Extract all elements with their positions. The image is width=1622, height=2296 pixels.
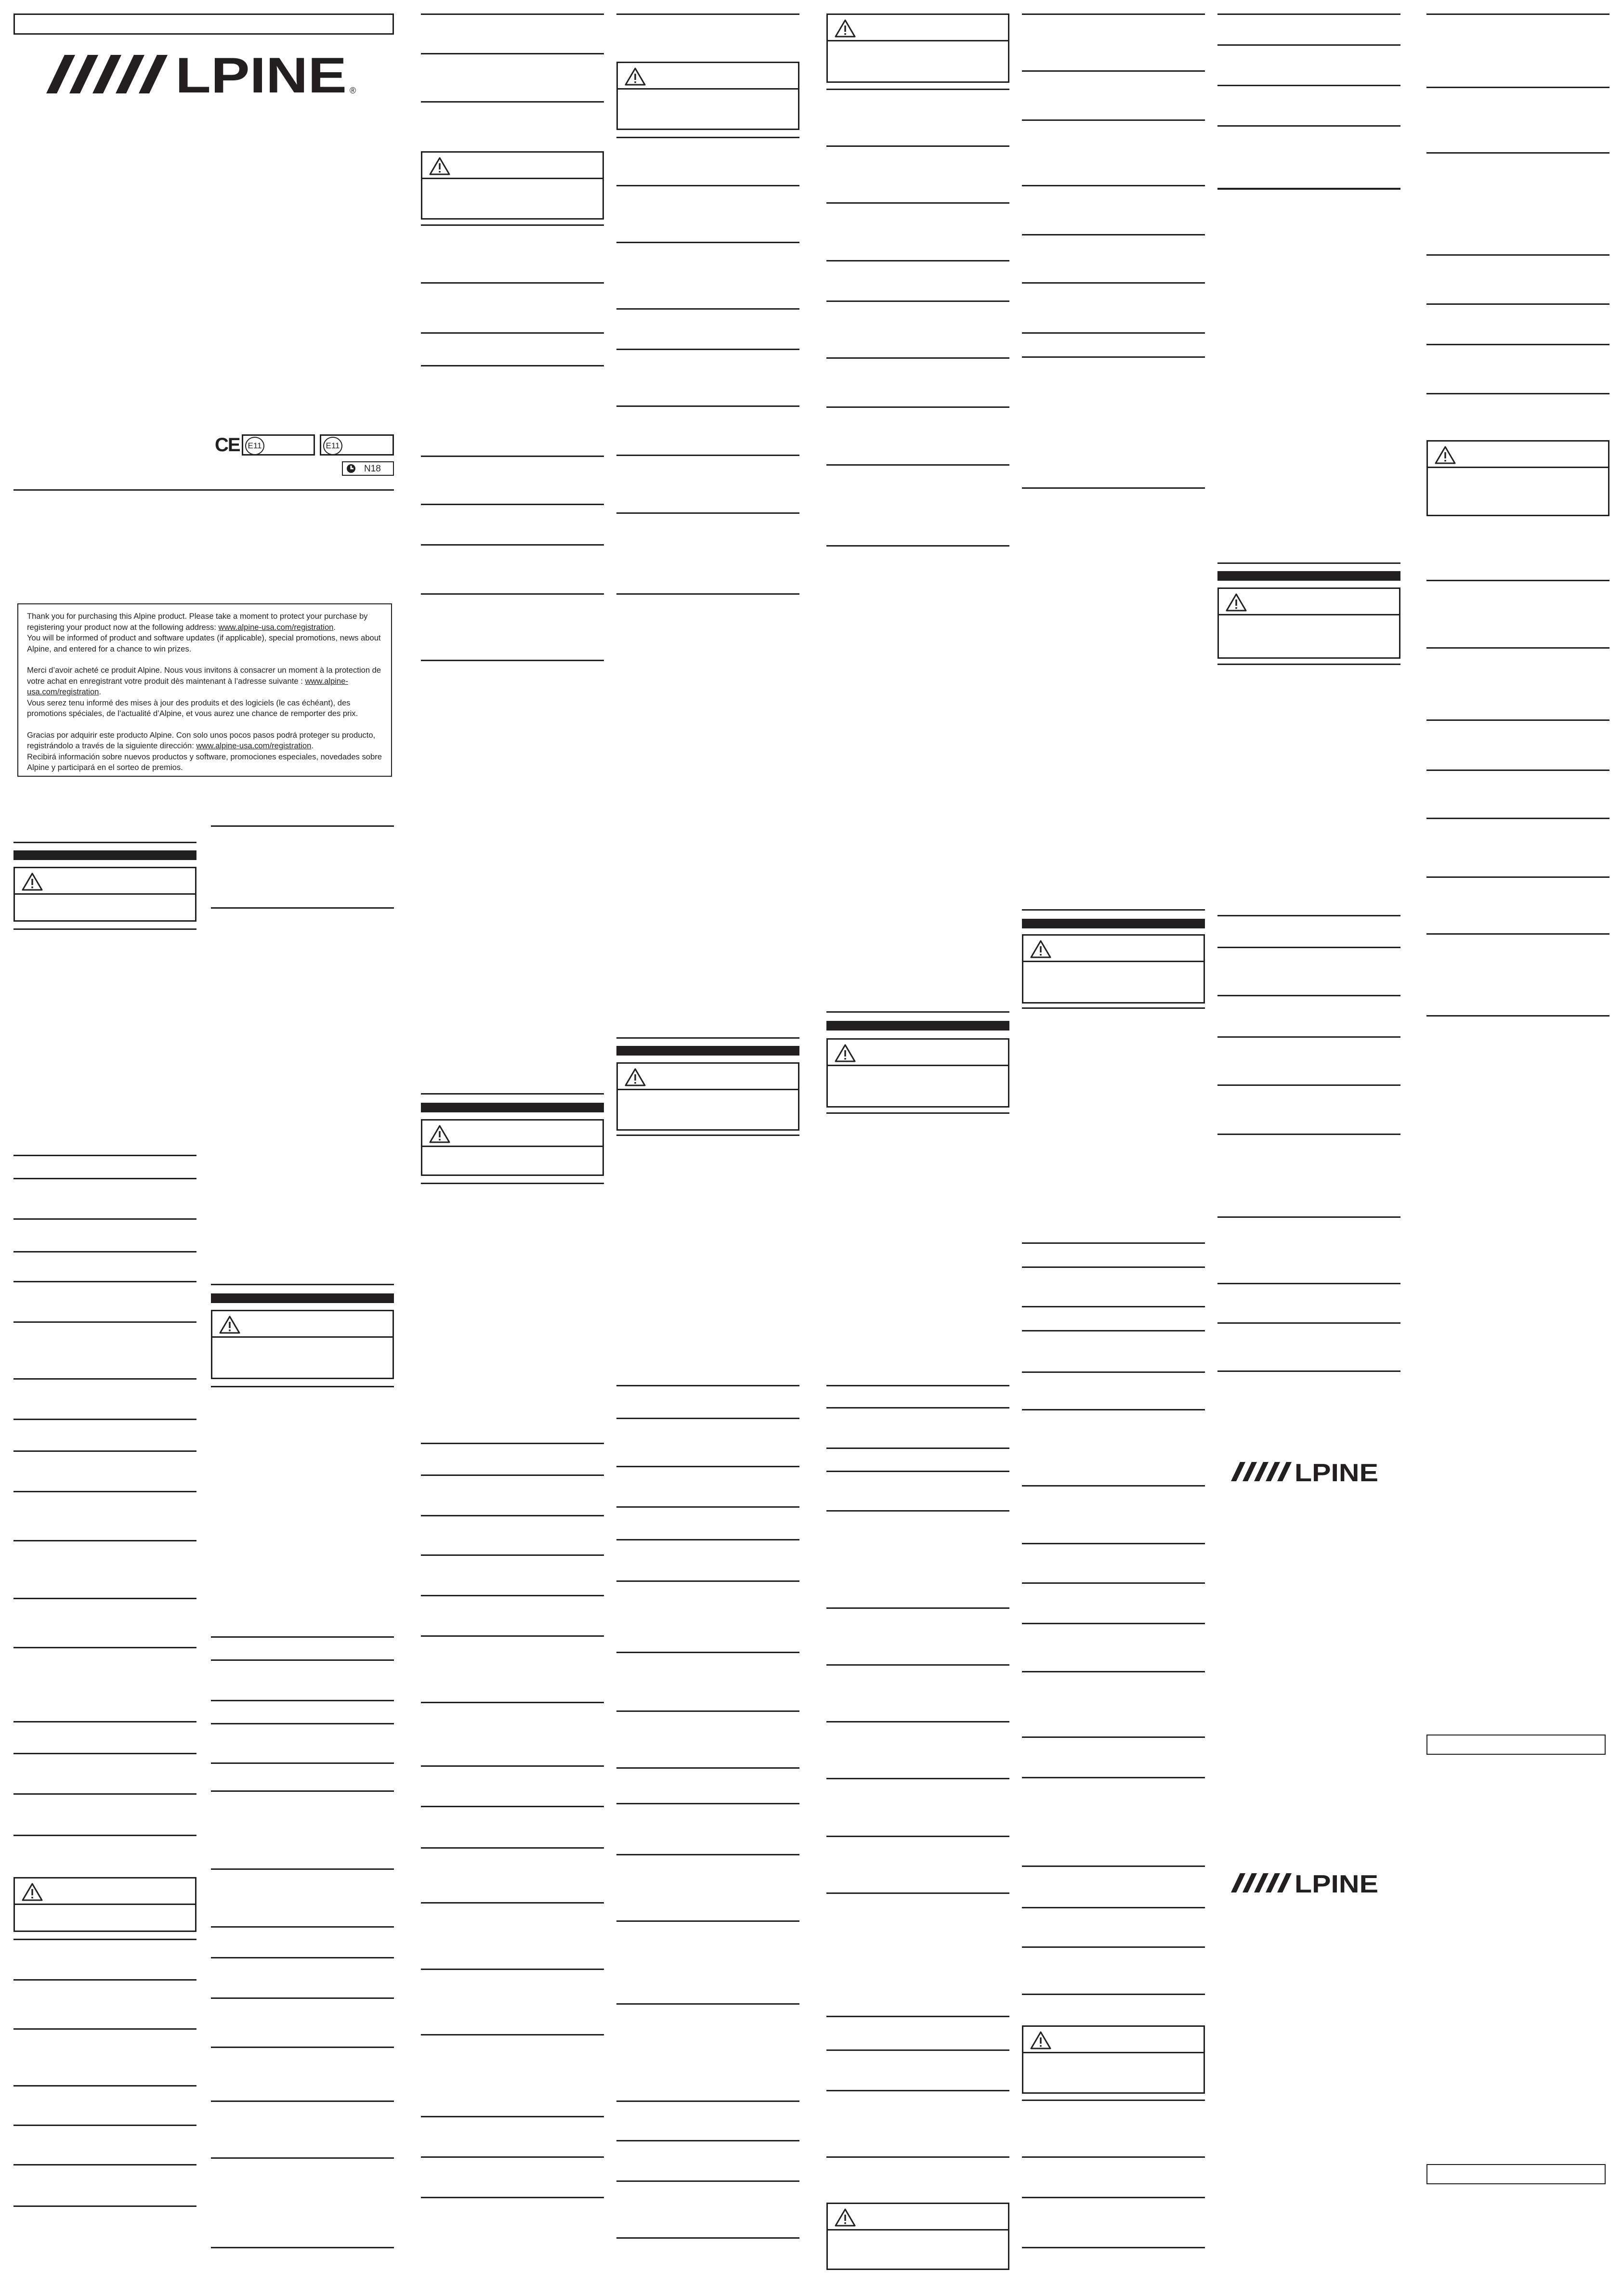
e-mark-1-icon: E11 — [245, 437, 264, 455]
divider — [1217, 1084, 1400, 1086]
column-3 — [616, 0, 799, 2296]
divider — [616, 1652, 799, 1653]
divider — [826, 357, 1009, 359]
divider — [1217, 1134, 1400, 1135]
divider — [826, 1011, 1009, 1013]
divider — [13, 2125, 196, 2126]
divider — [421, 2116, 604, 2117]
divider — [616, 2237, 799, 2239]
divider — [1022, 1994, 1205, 1995]
divider — [211, 1386, 394, 1387]
rcm-code: N18 — [364, 464, 381, 474]
divider — [616, 1854, 799, 1855]
section-header-bar — [13, 850, 196, 860]
section-header-bar — [616, 1046, 799, 1056]
divider — [13, 1647, 196, 1648]
warning-box — [1217, 587, 1400, 659]
divider — [1217, 125, 1400, 127]
divider — [616, 349, 799, 350]
divider — [826, 1721, 1009, 1722]
column-6 — [1217, 0, 1400, 2296]
divider — [211, 1659, 394, 1661]
section-header-bar — [1217, 571, 1400, 581]
divider — [616, 593, 799, 595]
column-5 — [1022, 0, 1205, 2296]
divider — [1217, 13, 1400, 15]
notice-french-text-2: Vous serez tenu informé des mises à jour des produits et des logiciels (le cas échéant), des promotions spéciales, de l’actualité d’Alpine, et vous aurez une chance de remporter des prix. — [27, 698, 358, 718]
column-4 — [826, 0, 1009, 2296]
divider — [1022, 1306, 1205, 1307]
divider — [826, 300, 1009, 302]
divider — [826, 89, 1009, 90]
divider — [1217, 188, 1400, 190]
part-number-box-2 — [1426, 2164, 1606, 2184]
column-2 — [421, 0, 604, 2296]
divider — [13, 2028, 196, 2030]
warning-triangle-icon — [429, 157, 450, 176]
divider — [1022, 13, 1205, 15]
warning-box — [1022, 934, 1205, 1004]
divider — [616, 2003, 799, 2005]
divider — [826, 1892, 1009, 1894]
divider — [13, 1378, 196, 1380]
divider — [211, 1790, 394, 1792]
divider — [1022, 1371, 1205, 1373]
divider — [1022, 1866, 1205, 1867]
divider — [616, 2100, 799, 2102]
divider — [1022, 1946, 1205, 1948]
divider — [1426, 647, 1609, 649]
divider — [421, 1702, 604, 1703]
registration-link-spanish[interactable]: www.alpine-usa.com/registration — [196, 741, 312, 750]
divider — [616, 2180, 799, 2182]
warning-triangle-icon — [1030, 939, 1051, 959]
notice-spanish-text-2: Recibirá información sobre nuevos productos y software, promociones especiales, novedades sobre Alpine y participará en el sorteo de premios. — [27, 752, 382, 772]
warning-box — [13, 867, 196, 922]
divider — [13, 1753, 196, 1754]
divider — [826, 145, 1009, 147]
warning-box — [1426, 440, 1609, 516]
divider — [421, 332, 604, 334]
divider — [1426, 152, 1609, 154]
divider — [211, 1957, 394, 1958]
divider — [1426, 393, 1609, 394]
divider — [1022, 2156, 1205, 2158]
divider — [13, 1155, 196, 1156]
divider — [211, 2247, 394, 2248]
warning-triangle-icon — [1030, 2031, 1051, 2050]
divider — [13, 1281, 196, 1282]
divider — [1022, 1623, 1205, 1624]
divider — [211, 1762, 394, 1764]
divider — [421, 593, 604, 595]
divider — [826, 1607, 1009, 1609]
ce-mark: CE — [215, 434, 240, 456]
divider — [211, 2100, 394, 2102]
divider — [13, 1598, 196, 1599]
divider — [211, 1636, 394, 1638]
divider — [616, 242, 799, 243]
part-number-box — [1426, 1735, 1606, 1755]
divider — [13, 2085, 196, 2087]
divider — [1022, 119, 1205, 121]
divider — [616, 512, 799, 514]
divider — [616, 455, 799, 456]
divider — [421, 1806, 604, 1807]
column-1b — [211, 0, 394, 2296]
divider — [421, 1969, 604, 1970]
divider — [1217, 1283, 1400, 1284]
divider — [616, 137, 799, 138]
divider — [13, 1793, 196, 1795]
divider — [1426, 818, 1609, 819]
warning-triangle-icon — [22, 872, 43, 891]
divider — [1217, 915, 1400, 916]
divider — [211, 1723, 394, 1724]
divider — [826, 1778, 1009, 1779]
divider — [616, 1580, 799, 1582]
divider — [1426, 933, 1609, 935]
divider — [211, 1284, 394, 1285]
divider — [13, 1540, 196, 1541]
section-header-bar — [1022, 919, 1205, 928]
divider — [1022, 909, 1205, 911]
divider — [1022, 1007, 1205, 1009]
divider — [13, 2164, 196, 2166]
registered-mark: ® — [350, 86, 356, 95]
divider — [421, 660, 604, 661]
divider — [1022, 1266, 1205, 1268]
divider — [421, 504, 604, 505]
divider — [1426, 1015, 1609, 1017]
divider — [1022, 332, 1205, 334]
divider — [13, 928, 196, 930]
divider — [826, 406, 1009, 408]
divider — [421, 2156, 604, 2158]
section-header-bar — [211, 1293, 394, 1303]
divider — [826, 2049, 1009, 2051]
divider — [1022, 234, 1205, 235]
divider — [421, 1902, 604, 1904]
warning-triangle-icon — [625, 1068, 646, 1087]
divider — [616, 1135, 799, 1136]
divider — [826, 1385, 1009, 1386]
divider — [1022, 1330, 1205, 1331]
warning-box — [826, 2203, 1009, 2270]
warning-triangle-icon — [835, 19, 856, 38]
divider — [1022, 356, 1205, 358]
divider — [1022, 1582, 1205, 1584]
divider — [616, 185, 799, 186]
divider — [1426, 254, 1609, 256]
divider — [1426, 770, 1609, 771]
divider — [616, 1539, 799, 1540]
divider — [826, 2016, 1009, 2017]
divider — [1217, 1036, 1400, 1038]
warning-triangle-icon — [835, 1044, 856, 1063]
divider — [826, 2156, 1009, 2158]
divider — [1022, 1242, 1205, 1244]
divider — [1022, 1907, 1205, 1908]
divider — [13, 1251, 196, 1252]
divider — [421, 1847, 604, 1849]
divider — [1022, 2100, 1205, 2101]
divider — [421, 1443, 604, 1444]
divider — [421, 13, 604, 15]
divider — [826, 1836, 1009, 1837]
divider — [826, 1510, 1009, 1512]
warning-box — [13, 1877, 196, 1932]
notice-french-text: Merci d’avoir acheté ce produit Alpine. Nous vous invitons à consacrer un moment à la protection de votre achat en enregistrant votre produit dès maintenant à l’adresse suivante : — [27, 665, 381, 686]
alpine-logo-graphic — [1231, 1459, 1380, 1487]
divider — [616, 1037, 799, 1039]
warning-triangle-icon — [625, 67, 646, 86]
divider — [826, 260, 1009, 261]
divider — [421, 544, 604, 546]
divider — [421, 224, 604, 226]
warning-triangle-icon — [1435, 445, 1456, 465]
registration-link-french[interactable]: www.alpine-usa.com/registration — [27, 676, 348, 696]
divider — [616, 1385, 799, 1386]
warning-box — [826, 13, 1009, 83]
divider — [13, 1450, 196, 1452]
warning-box — [1022, 2025, 1205, 2094]
divider — [1217, 562, 1400, 564]
notice-spanish-text: Gracias por adquirir este producto Alpine. Con solo unos pocos pasos podrá proteger su producto, registrándolo a través de la siguiente dirección: — [27, 730, 376, 750]
divider — [826, 1664, 1009, 1666]
divider — [1217, 947, 1400, 948]
logo-wordmark: LPINE — [1295, 1459, 1378, 1487]
divider — [1217, 995, 1400, 996]
notice-english-text-2: You will be informed of product and software updates (if applicable), special promotions, news about Alpine, and entered for a chance to win prizes. — [27, 633, 381, 653]
divider — [1426, 719, 1609, 721]
divider — [421, 1093, 604, 1095]
divider — [13, 1178, 196, 1179]
divider — [1217, 1322, 1400, 1324]
divider — [13, 1721, 196, 1722]
warning-box — [616, 62, 799, 130]
warning-triangle-icon — [1226, 593, 1247, 612]
divider — [616, 1767, 799, 1769]
divider — [1217, 664, 1400, 665]
divider — [211, 1868, 394, 1870]
divider — [1022, 282, 1205, 284]
divider — [13, 1491, 196, 1492]
divider — [421, 456, 604, 457]
logo-wordmark: LPINE — [1295, 1870, 1378, 1898]
divider — [13, 2205, 196, 2207]
divider — [421, 2034, 604, 2035]
divider — [826, 545, 1009, 547]
divider — [616, 2140, 799, 2141]
divider — [421, 1595, 604, 1596]
divider — [826, 464, 1009, 466]
alpine-logo-graphic — [1231, 1870, 1380, 1898]
alpine-logo-small-2 — [1231, 1870, 1380, 1898]
divider — [421, 2197, 604, 2198]
divider — [421, 1765, 604, 1767]
divider — [13, 1979, 196, 1981]
notice-english-text: Thank you for purchasing this Alpine product. Please take a moment to protect your purchase by registering your product now at the following address: — [27, 612, 368, 632]
divider — [616, 1710, 799, 1712]
divider — [1217, 1216, 1400, 1218]
divider — [421, 1515, 604, 1516]
divider — [1426, 344, 1609, 345]
e-mark-2-icon: E11 — [323, 437, 342, 455]
warning-box — [616, 1062, 799, 1131]
section-header-bar — [826, 1021, 1009, 1031]
divider — [211, 2047, 394, 2048]
divider — [211, 1997, 394, 1999]
divider — [1426, 13, 1609, 15]
registration-link-english[interactable]: www.alpine-usa.com/registration — [218, 622, 334, 632]
divider — [1022, 1671, 1205, 1672]
divider — [13, 1419, 196, 1420]
divider — [211, 2157, 394, 2159]
divider — [826, 2090, 1009, 2091]
divider — [826, 1471, 1009, 1472]
divider — [13, 842, 196, 843]
warning-box — [211, 1310, 394, 1379]
divider — [421, 1183, 604, 1184]
divider — [1022, 1543, 1205, 1544]
divider — [13, 1835, 196, 1836]
divider — [211, 825, 394, 827]
divider — [616, 1466, 799, 1467]
divider — [1022, 1485, 1205, 1487]
notice-punct: . — [333, 622, 336, 632]
divider — [211, 907, 394, 909]
divider — [211, 1700, 394, 1701]
divider — [826, 1448, 1009, 1449]
warning-triangle-icon — [22, 1882, 43, 1902]
section-header-bar — [421, 1103, 604, 1112]
column-7 — [1426, 0, 1609, 2296]
divider — [1022, 2197, 1205, 2198]
divider — [1217, 85, 1400, 86]
divider — [1022, 487, 1205, 489]
column-1a — [13, 0, 196, 2296]
divider — [1426, 87, 1609, 88]
warning-box — [421, 151, 604, 220]
divider — [421, 282, 604, 284]
divider — [1217, 1370, 1400, 1372]
divider — [421, 101, 604, 103]
divider — [1022, 1409, 1205, 1410]
notice-punct: . — [311, 741, 314, 750]
divider — [1022, 185, 1205, 186]
notice-punct: . — [99, 687, 102, 696]
alpine-logo-small-1 — [1231, 1459, 1380, 1487]
warning-triangle-icon — [429, 1124, 450, 1144]
logo-wordmark: LPINE — [175, 48, 347, 104]
divider — [616, 405, 799, 407]
divider — [1022, 1736, 1205, 1738]
divider — [1022, 70, 1205, 72]
divider — [616, 1418, 799, 1419]
divider — [13, 1321, 196, 1323]
divider — [421, 1635, 604, 1637]
divider — [616, 1920, 799, 1922]
divider — [1426, 303, 1609, 305]
divider — [826, 1112, 1009, 1114]
divider — [826, 202, 1009, 204]
divider — [616, 308, 799, 310]
warning-triangle-icon — [835, 2208, 856, 2227]
divider — [1426, 580, 1609, 581]
divider — [421, 1474, 604, 1476]
divider — [13, 1218, 196, 1220]
divider — [616, 1803, 799, 1804]
divider — [616, 13, 799, 15]
divider — [421, 1554, 604, 1556]
divider — [421, 365, 604, 366]
divider — [1022, 1777, 1205, 1778]
divider — [616, 1506, 799, 1508]
warning-box — [421, 1119, 604, 1176]
divider — [211, 1926, 394, 1928]
divider — [826, 1407, 1009, 1409]
divider — [1426, 876, 1609, 878]
warning-triangle-icon — [219, 1315, 240, 1334]
divider — [1217, 44, 1400, 46]
warning-box — [826, 1038, 1009, 1108]
divider — [13, 1939, 196, 1940]
divider — [421, 53, 604, 54]
divider — [1022, 2247, 1205, 2248]
